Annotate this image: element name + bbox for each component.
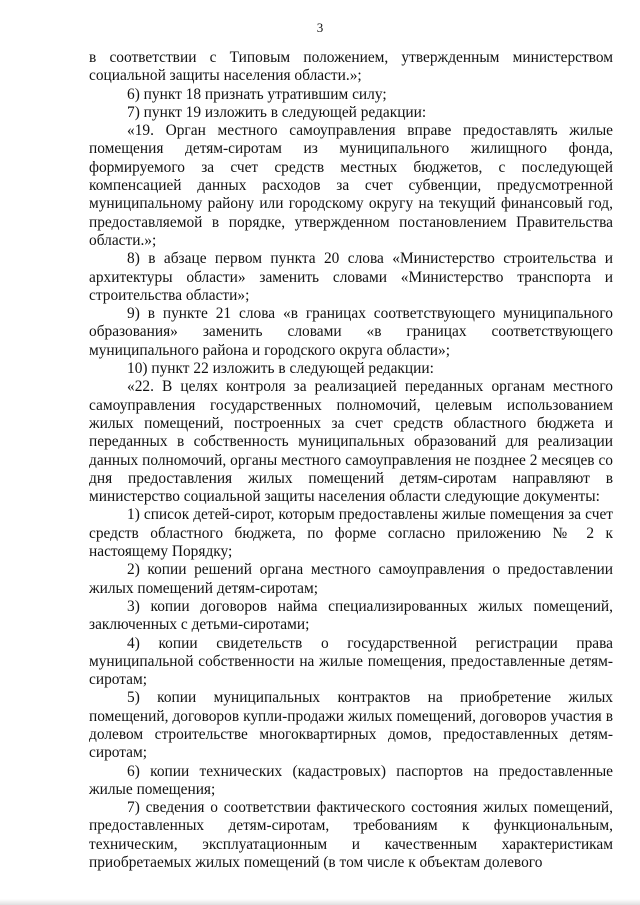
page-number: 3 [316,20,324,35]
list-item-1: 1) список детей-сирот, которым предоставлены жилые помещения за счет средств областного бюджета, по форме согласно приложению № 2 к настоящему Порядку; [89,506,613,561]
paragraph-item-10: 10) пункт 22 изложить в следующей редакции: [127,360,434,378]
paragraph-continuation: в соответствии с Типовым положением, утвержденным министерством социальной защиты населения области.»; [89,49,613,85]
list-item-6: 6) копии технических (кадастровых) паспортов на предоставленные жилые помещения; [89,762,613,798]
list-item-4: 4) копии свидетельств о государственной регистрации права муниципальной собственности на жилые помещения, предоставленные детям-сиротам; [89,634,613,689]
paragraph-item-7: 7) пункт 19 изложить в следующей редакции: [127,103,427,121]
page-edge-shadow [0,899,640,905]
paragraph-item-6: 6) пункт 18 признать утратившим силу; [127,85,387,103]
paragraph-clause-22: «22. В целях контроля за реализацией переданных органам местного самоуправления государственных полномочий, целевым использованием жилых помещений, построенных за счет средств областного бюджета и переданных в собственность муниципальных образований для реализации данных полномочий, органы местного самоуправления не позднее 2 месяцев со дня предоставления жилых помещений детям-сиротам направляют в министерство социальной защиты населения области следующие документы: [89,378,613,506]
list-item-7: 7) сведения о соответствии фактического состояния жилых помещений, предоставленных детям-сиротам, требованиям к функциональным, техническим, эксплуатационным и качественным характеристикам приобретаемых жилых помещений (в том числе к объектам долевого [89,799,613,872]
list-item-2: 2) копии решений органа местного самоуправления о предоставлении жилых помещений детям-сиротам; [89,561,613,597]
document-body [89,49,613,872]
list-item-5: 5) копии муниципальных контрактов на приобретение жилых помещений, договоров купли-продажи жилых помещений, договоров участия в долевом строительстве многоквартирных домов, предоставленных детям-сиротам; [89,689,613,762]
paragraph-item-8: 8) в абзаце первом пункта 20 слова «Министерство строительства и архитектуры области» заменить словами «Министерство транспорта и строительства области»; [89,250,613,304]
list-item-3: 3) копии договоров найма специализированных жилых помещений, заключенных с детьми-сиротами; [89,597,613,634]
paragraph-clause-19: «19. Орган местного самоуправления вправе предоставлять жилые помещения детям-сиротам из муниципального жилищного фонда, формируемого за счет средств местных бюджетов, с последующей компенсацией данных расходов за счет субвенции, предусмотренной муниципальному району или городскому округу на текущий финансовый год, предоставляемой в порядке, утвержденном постановлением Правительства области.»; [89,122,613,249]
paragraph-item-9: 9) в пункте 21 слова «в границах соответствующего муниципального образования» заменить словами «в границах соответствующего муниципального района и городского округа области»; [89,305,613,359]
